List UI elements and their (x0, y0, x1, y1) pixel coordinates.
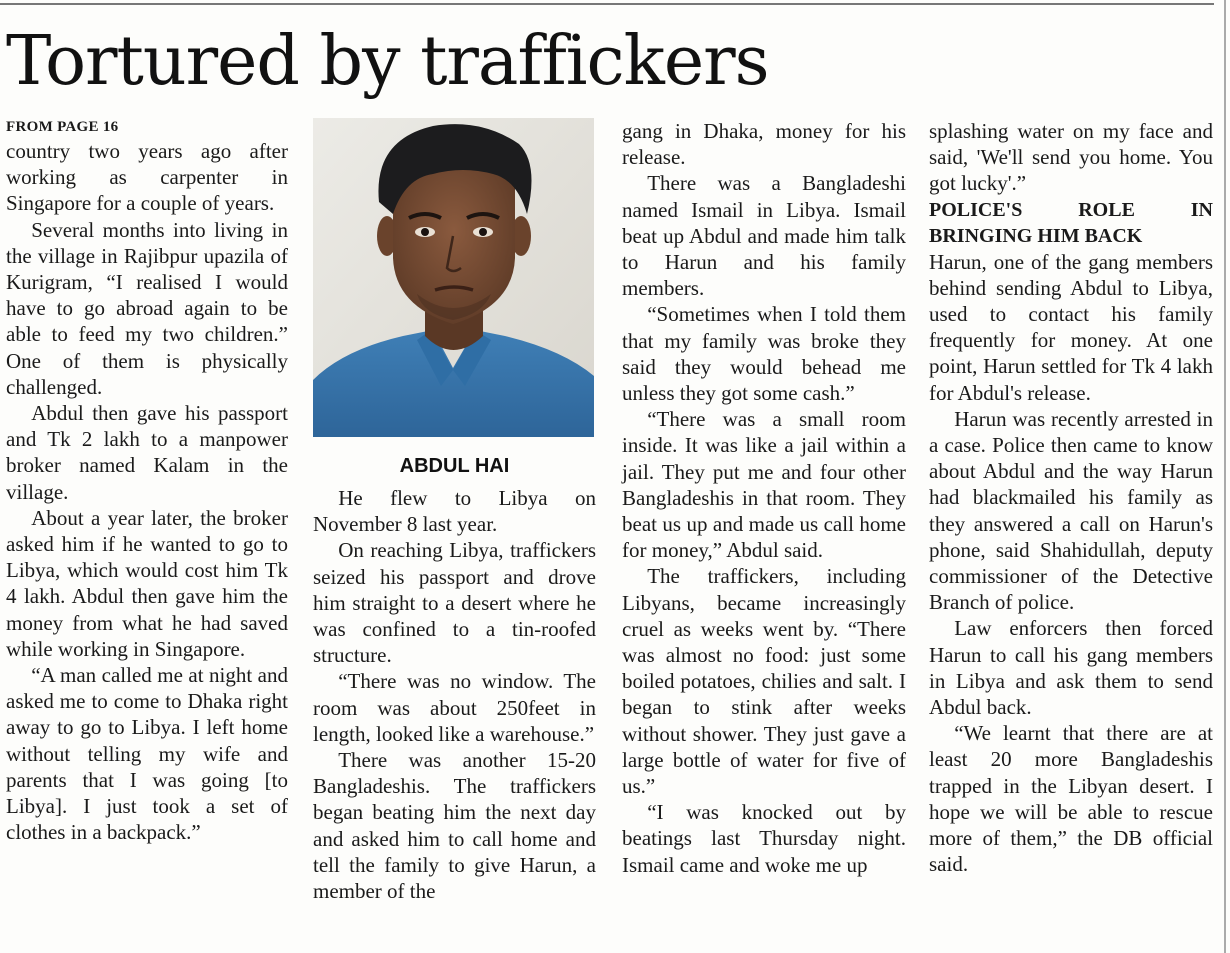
paragraph: There was another 15-20 Bangladeshis. The traffickers began beating him the next day and asked him to call home and tell the family to give Harun, a member of the (313, 748, 596, 904)
paragraph: Several months into living in the village in Rajibpur upazila of Kurigram, “I realised I would have to go abroad again to be able to feed my two children.” One of them is physically challenged. (6, 217, 288, 399)
paragraph: Abdul then gave his passport and Tk 2 lakh to a manpower broker named Kalam in the village. (6, 401, 288, 504)
section-subhead: POLICE'S ROLE IN BRINGING HIM BACK (929, 198, 1213, 247)
column-1 (6, 118, 288, 845)
paragraph: “There was a small room inside. It was like a jail within a jail. They put me and four other Bangladeshis in that room. They beat us up and made us call home for money,” Abdul said. (622, 407, 906, 563)
paragraph: country two years ago after working as carpenter in Singapore for a couple of years. (6, 139, 288, 216)
paragraph: “Sometimes when I told them that my family was broke they said they would behead me unless they got some cash.” (622, 302, 906, 406)
portrait-photo (313, 118, 594, 437)
paragraph: Harun, one of the gang members behind sending Abdul to Libya, used to contact his family frequently for money. At one point, Harun settled for Tk 4 lakh for Abdul's release. (929, 249, 1213, 405)
photo-caption: ABDUL HAI (399, 455, 510, 477)
headline: Tortured by traffickers (6, 22, 769, 101)
paragraph: There was a Bangladeshi named Ismail in Libya. Ismail beat up Abdul and made him talk to Harun and his family members. (622, 171, 906, 301)
right-rule (1224, 0, 1226, 953)
column-2 (313, 118, 596, 904)
column-4 (929, 118, 1213, 877)
paragraph: Law enforcers then forced Harun to call his gang members in Libya and ask them to send Abdul back. (929, 616, 1213, 720)
paragraph: Harun was recently arrested in a case. Police then came to know about Abdul and the way Harun had blackmailed his family as they answered a call on Harun's phone, said Shahidullah, deputy commissioner of the Detective Branch of police. (929, 406, 1213, 615)
column-3 (622, 118, 906, 878)
top-rule (0, 3, 1214, 5)
paragraph: gang in Dhaka, money for his release. (622, 119, 906, 170)
continuation-label: FROM PAGE 16 (6, 119, 119, 135)
paragraph: “I was knocked out by beatings last Thursday night. Ismail came and woke me up (622, 800, 906, 877)
paragraph: About a year later, the broker asked him if he wanted to go to Libya, which would cost him Tk 4 lakh. Abdul then gave him the money from what he had saved while working in Singapore. (6, 505, 288, 661)
paragraph: “There was no window. The room was about 250feet in length, looked like a warehouse.” (313, 669, 596, 746)
portrait-illustration (313, 118, 594, 437)
paragraph: “We learnt that there are at least 20 more Bangladeshis trapped in the Libyan desert. I hope we will be able to rescue more of them,” the DB official said. (929, 721, 1213, 877)
paragraph: He flew to Libya on November 8 last year. (313, 486, 596, 537)
paragraph: “A man called me at night and asked me to come to Dhaka right away to go to Libya. I left home without telling my wife and parents that I was going [to Libya]. I just took a set of clothes in a backpack.” (6, 663, 288, 845)
paragraph: splashing water on my face and said, 'We'll send you home. You got lucky'.” (929, 119, 1213, 196)
paragraph: The traffickers, including Libyans, became increasingly cruel as weeks went by. “There was almost no food: just some boiled potatoes, chilies and salt. I began to stink after weeks without shower. They just gave a large bottle of water for five of us.” (622, 564, 906, 799)
paragraph: On reaching Libya, traffickers seized his passport and drove him straight to a desert where he was confined to a tin-roofed structure. (313, 538, 596, 668)
